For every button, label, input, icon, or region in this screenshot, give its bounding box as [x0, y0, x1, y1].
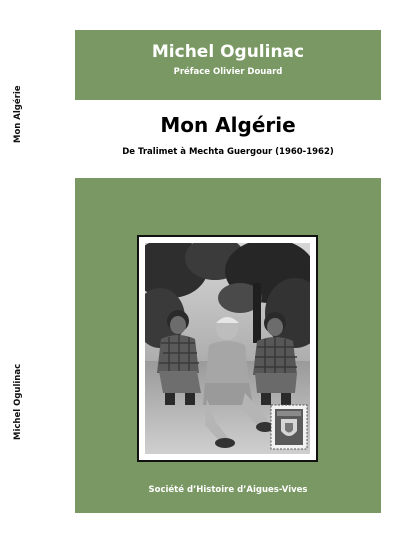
cover-photograph	[145, 243, 310, 454]
spine-title: Mon Algérie	[13, 85, 23, 143]
cover-panel	[75, 178, 381, 513]
spine-author: Michel Ogulinac	[13, 363, 23, 440]
photo-frame	[137, 235, 318, 462]
publisher-name: Société d’Histoire d’Aigues-Vives	[148, 485, 308, 495]
cover-preface: Préface Olivier Douard	[173, 67, 283, 77]
book-subtitle: De Tralimet à Mechta Guergour (1960-1962)	[122, 147, 334, 157]
cover-author: Michel Ogulinac	[151, 42, 305, 62]
author-band	[75, 30, 381, 100]
book-title: Mon Algérie	[160, 113, 296, 137]
